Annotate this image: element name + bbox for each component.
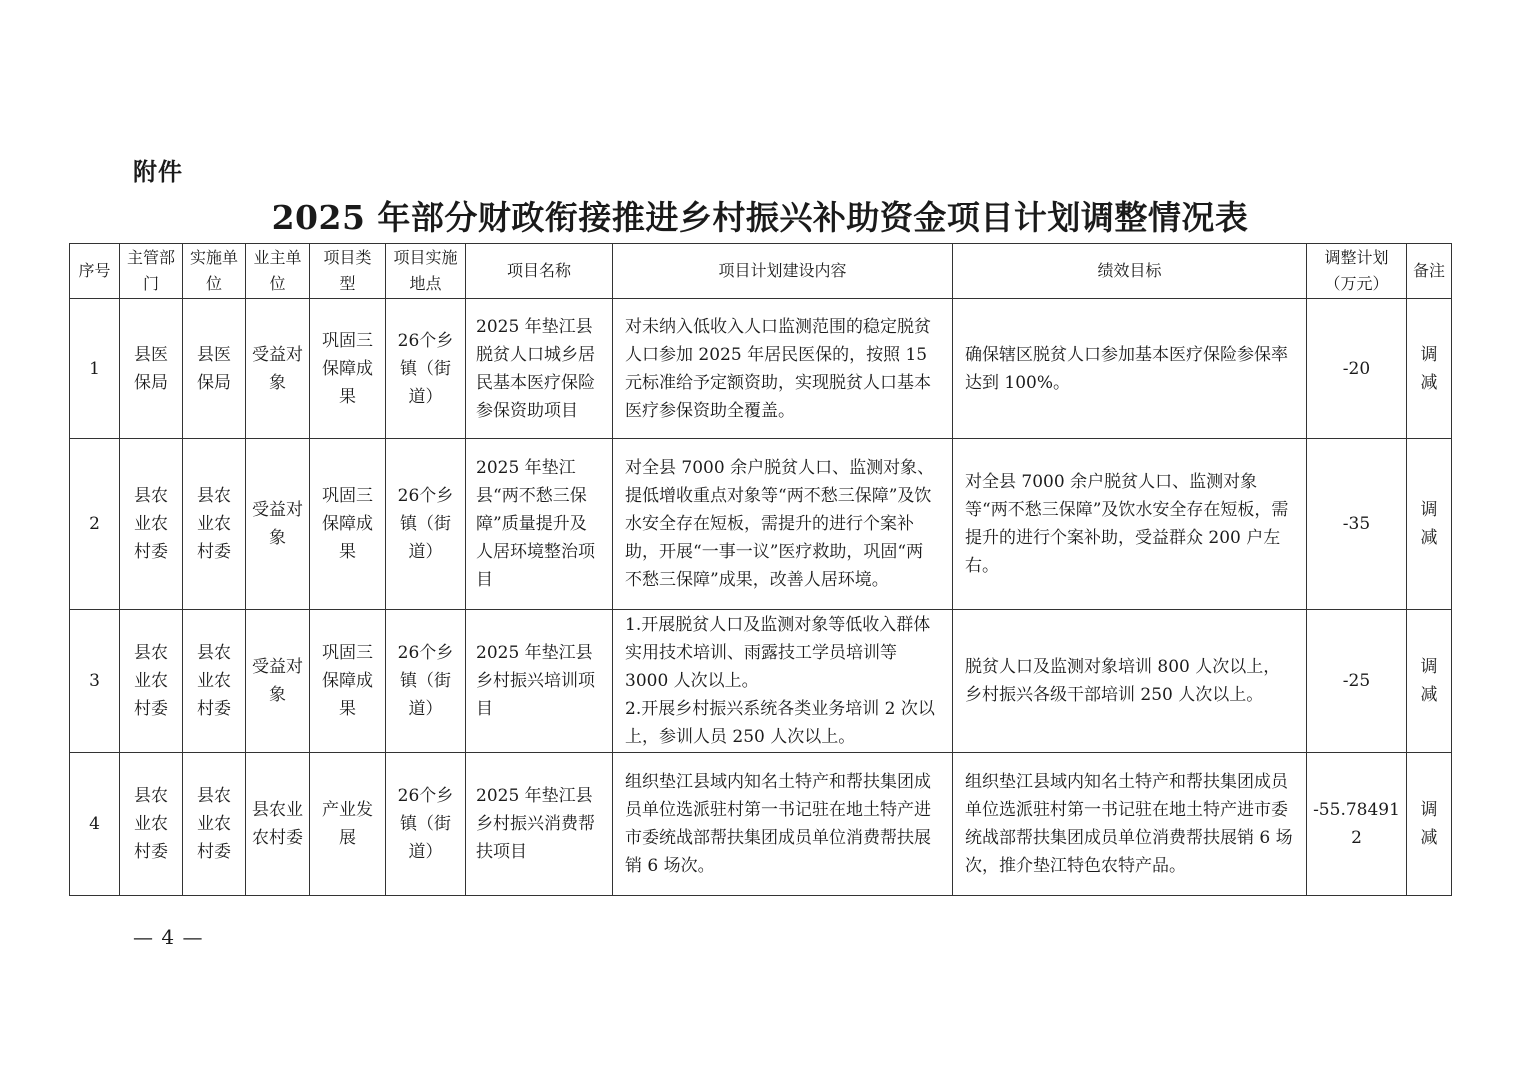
cell-content: 对未纳入低收入人口监测范围的稳定脱贫人口参加 2025 年居民医保的，按照 15 元标准给予定额资助，实现脱贫人口基本医疗参保资助全覆盖。 — [613, 299, 953, 439]
table-row — [70, 753, 1452, 896]
cell-owner: 县农业农村委 — [246, 753, 310, 896]
cell-dept: 县医保局 — [120, 299, 183, 439]
col-header-seq: 序号 — [70, 244, 120, 299]
cell-impl: 县农业农村委 — [183, 439, 246, 610]
col-header-owner: 业主单位 — [246, 244, 310, 299]
col-header-amount: 调整计划（万元） — [1307, 244, 1407, 299]
page-number: — 4 — — [133, 925, 204, 949]
cell-owner: 受益对象 — [246, 439, 310, 610]
cell-goal: 对全县 7000 余户脱贫人口、监测对象等“两不愁三保障”及饮水安全存在短板，需提升的进行个案补助，受益群众 200 户左右。 — [953, 439, 1307, 610]
cell-goal: 脱贫人口及监测对象培训 800 人次以上，乡村振兴各级干部培训 250 人次以上。 — [953, 610, 1307, 753]
cell-location: 26个乡镇（街道） — [386, 299, 466, 439]
col-header-location: 项目实施地点 — [386, 244, 466, 299]
cell-content: 1.开展脱贫人口及监测对象等低收入群体实用技术培训、雨露技工学员培训等 3000 人次以上。 2.开展乡村振兴系统各类业务培训 2 次以上，参训人员 250 人次以上。 — [613, 610, 953, 753]
cell-dept: 县农业农村委 — [120, 753, 183, 896]
table-row — [70, 299, 1452, 439]
cell-owner: 受益对象 — [246, 299, 310, 439]
attachment-label: 附件 — [133, 158, 183, 186]
cell-note: 调减 — [1407, 299, 1452, 439]
cell-goal: 组织垫江县域内知名土特产和帮扶集团成员单位选派驻村第一书记驻在地土特产进市委统战部帮扶集团成员单位消费帮扶展销 6 场次，推介垫江特色农特产品。 — [953, 753, 1307, 896]
cell-dept: 县农业农村委 — [120, 439, 183, 610]
col-header-impl: 实施单位 — [183, 244, 246, 299]
cell-seq: 1 — [70, 299, 120, 439]
cell-location: 26个乡镇（街道） — [386, 753, 466, 896]
cell-dept: 县农业农村委 — [120, 610, 183, 753]
table-row — [70, 439, 1452, 610]
cell-note: 调减 — [1407, 610, 1452, 753]
cell-note: 调减 — [1407, 753, 1452, 896]
col-header-type: 项目类型 — [310, 244, 386, 299]
cell-owner: 受益对象 — [246, 610, 310, 753]
document-title: 2025 年部分财政衔接推进乡村振兴补助资金项目计划调整情况表 — [271, 198, 1249, 237]
cell-seq: 2 — [70, 439, 120, 610]
table-row — [70, 610, 1452, 753]
cell-impl: 县农业农村委 — [183, 753, 246, 896]
table-header-row — [70, 244, 1452, 299]
cell-goal: 确保辖区脱贫人口参加基本医疗保险参保率达到 100%。 — [953, 299, 1307, 439]
cell-content: 组织垫江县域内知名土特产和帮扶集团成员单位选派驻村第一书记驻在地土特产进市委统战部帮扶集团成员单位消费帮扶展销 6 场次。 — [613, 753, 953, 896]
cell-type: 巩固三保障成果 — [310, 439, 386, 610]
col-header-content: 项目计划建设内容 — [613, 244, 953, 299]
cell-impl: 县农业农村委 — [183, 610, 246, 753]
col-header-dept: 主管部门 — [120, 244, 183, 299]
cell-type: 产业发展 — [310, 753, 386, 896]
cell-content: 对全县 7000 余户脱贫人口、监测对象、提低增收重点对象等“两不愁三保障”及饮水安全存在短板，需提升的进行个案补助，开展“一事一议”医疗救助，巩固“两不愁三保障”成果，改善人居环境。 — [613, 439, 953, 610]
cell-note: 调减 — [1407, 439, 1452, 610]
cell-seq: 3 — [70, 610, 120, 753]
cell-name: 2025 年垫江县脱贫人口城乡居民基本医疗保险参保资助项目 — [466, 299, 613, 439]
col-header-name: 项目名称 — [466, 244, 613, 299]
adjustment-table — [69, 243, 1452, 896]
cell-type: 巩固三保障成果 — [310, 610, 386, 753]
cell-name: 2025 年垫江县乡村振兴消费帮扶项目 — [466, 753, 613, 896]
cell-type: 巩固三保障成果 — [310, 299, 386, 439]
cell-amount: -20 — [1307, 299, 1407, 439]
cell-amount: -25 — [1307, 610, 1407, 753]
col-header-note: 备注 — [1407, 244, 1452, 299]
cell-seq: 4 — [70, 753, 120, 896]
cell-location: 26个乡镇（街道） — [386, 610, 466, 753]
cell-amount: -55.784912 — [1307, 753, 1407, 896]
cell-location: 26个乡镇（街道） — [386, 439, 466, 610]
col-header-goal: 绩效目标 — [953, 244, 1307, 299]
cell-impl: 县医保局 — [183, 299, 246, 439]
cell-name: 2025 年垫江县乡村振兴培训项目 — [466, 610, 613, 753]
cell-name: 2025 年垫江县“两不愁三保障”质量提升及人居环境整治项目 — [466, 439, 613, 610]
cell-amount: -35 — [1307, 439, 1407, 610]
